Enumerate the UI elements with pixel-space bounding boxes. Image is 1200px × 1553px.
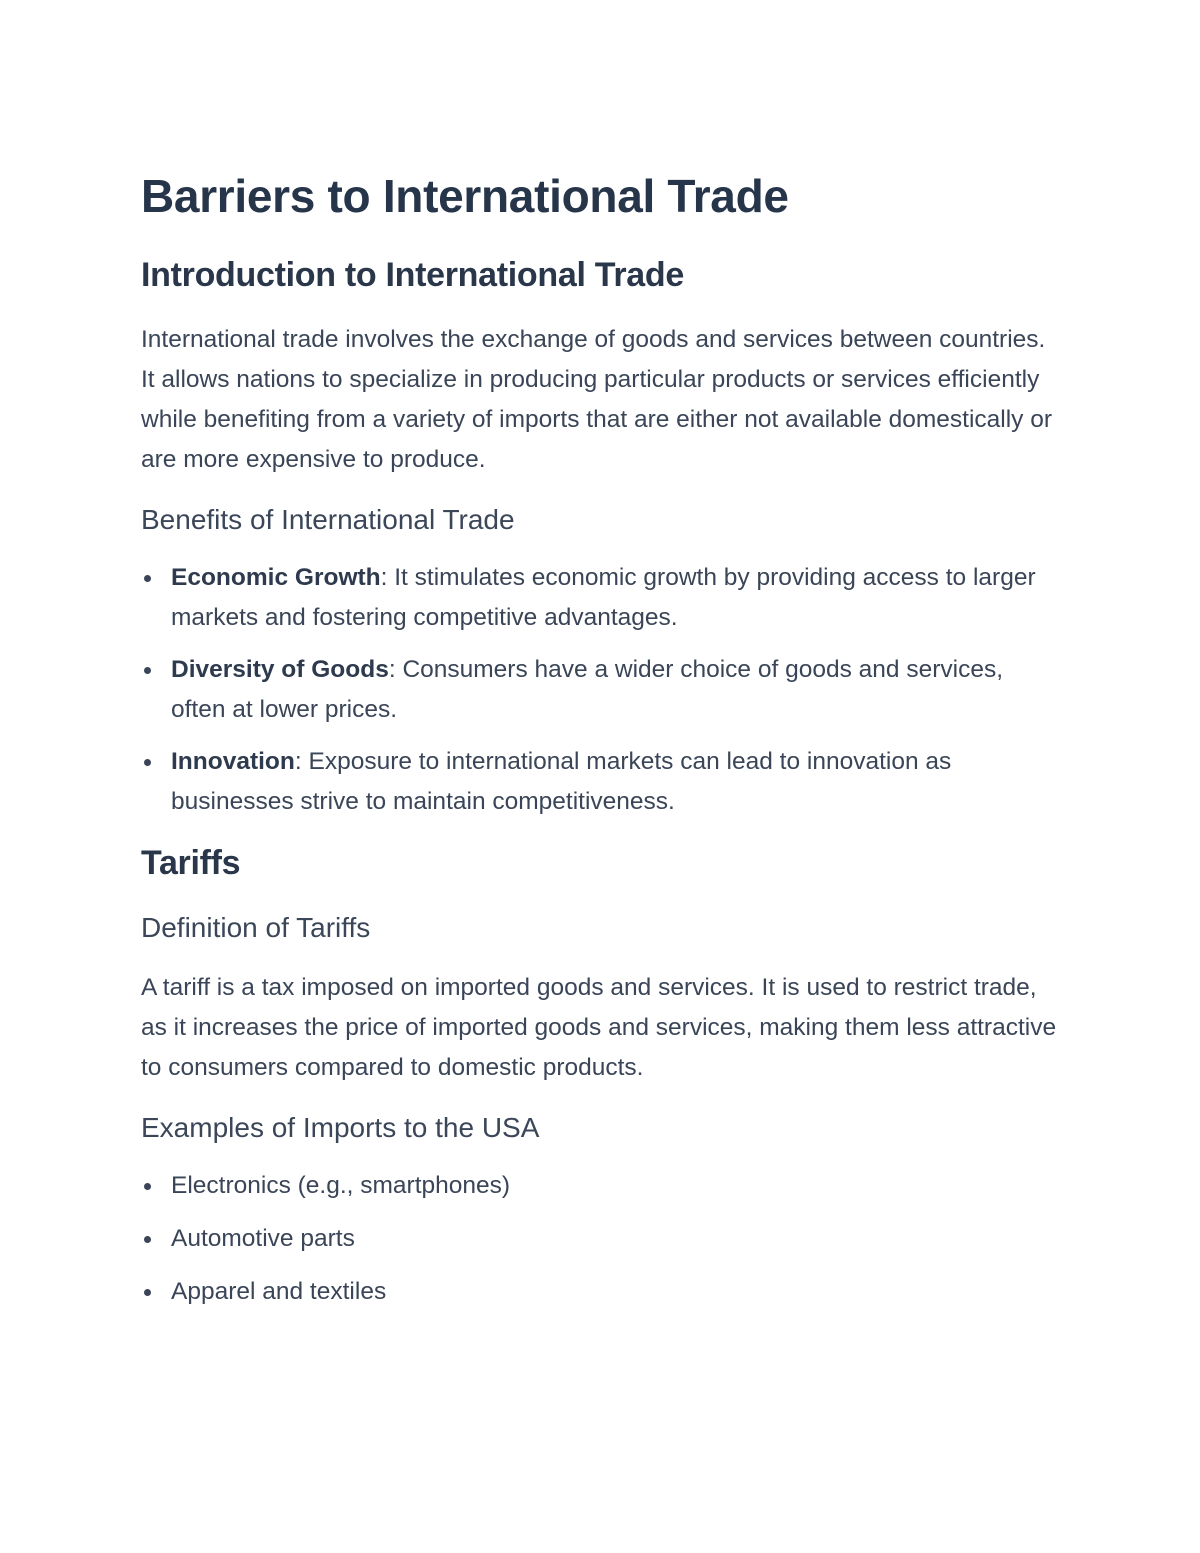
section-heading-tariffs: Tariffs	[141, 844, 241, 882]
list-item	[141, 650, 1060, 730]
list-item-term: Diversity of Goods	[171, 656, 389, 683]
document-title: Barriers to International Trade	[141, 170, 789, 222]
section-heading-introduction: Introduction to International Trade	[141, 256, 684, 294]
intro-paragraph: International trade involves the exchange of goods and services between countries. It allows nations to specialize in producing particular products or services efficiently while benefiting from a variety of imports that are either not available domestically or are more expensive to produce.	[141, 326, 1053, 473]
list-item-text: : It stimulates economic growth by providing access to larger markets and fostering competitive advantages.	[171, 564, 1036, 631]
subsection-heading-definition: Definition of Tariffs	[141, 912, 371, 943]
list-item: Electronics (e.g., smartphones)	[141, 1166, 1060, 1206]
list-item-text: : Exposure to international markets can lead to innovation as businesses strive to maintain competitiveness.	[171, 748, 952, 815]
list-item	[141, 742, 1060, 822]
subsection-heading-examples: Examples of Imports to the USA	[141, 1112, 540, 1143]
list-item: Automotive parts	[141, 1219, 1060, 1259]
list-item-term: Economic Growth	[171, 564, 381, 591]
list-item-term: Innovation	[171, 748, 295, 775]
examples-list	[141, 1166, 1060, 1312]
tariff-definition-paragraph: A tariff is a tax imposed on imported goods and services. It is used to restrict trade, as it increases the price of imported goods and services, making them less attractive to consumers compared to domestic products.	[141, 974, 1057, 1081]
benefits-list	[141, 558, 1060, 822]
list-item-text: : Consumers have a wider choice of goods and services, often at lower prices.	[171, 656, 1004, 723]
subsection-heading-benefits: Benefits of International Trade	[141, 504, 515, 535]
list-item	[141, 558, 1060, 638]
list-item: Apparel and textiles	[141, 1272, 1060, 1312]
